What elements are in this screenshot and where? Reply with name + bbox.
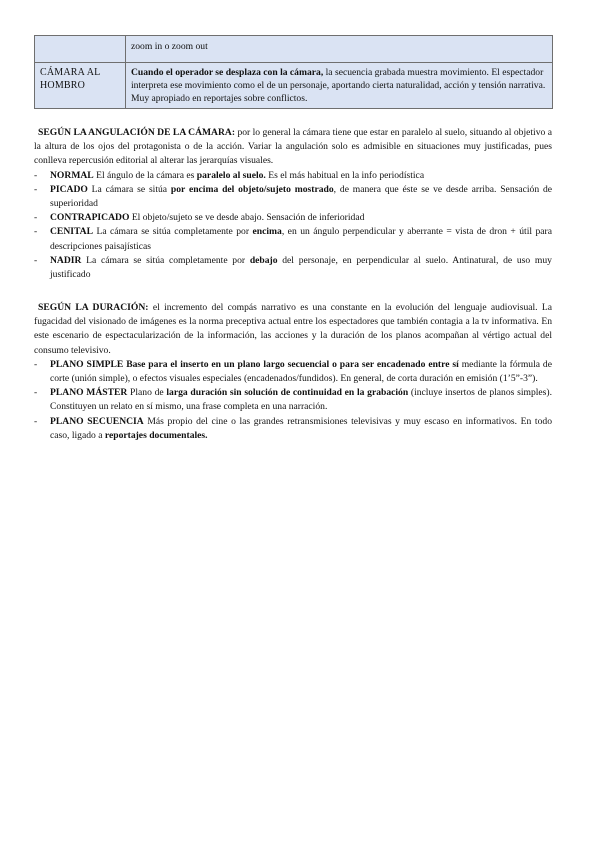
item-emphasis: por encima del objeto/sujeto mostrado (170, 183, 334, 195)
section-angulacion (34, 126, 552, 282)
section-heading: SEGÚN LA DURACIÓN: (38, 302, 149, 313)
desc-bold: Cuando el operador se desplaza con la cámara, (131, 67, 324, 78)
item-text: , en un ángulo perpendicular y aberrante = vista de dron + útil para descripciones paisajísticas (50, 226, 552, 252)
item-text: (incluye insertos de planos simples). Constituyen un relato en sí mismo, una frase completa en una narración. (50, 387, 553, 413)
item-emphasis: larga duración sin solución de continuidad en la grabación (166, 387, 409, 399)
item-text: del personaje, en perpendicular al suelo. Antinatural, de uso muy justificado (50, 254, 552, 281)
list-item-picado (34, 183, 552, 211)
intro-text: el incremento del compás narrativo es una constante en la evolución del lenguaje audiovisual. La fugacidad del visionado de imágenes es la norma preceptiva actual entre los espectadores que también contagia a la tv informativa. En este escenario de espectacularización de la información, las acciones y la duración de los planos acompañan al vértigo actual del consumo televisivo. (34, 302, 553, 356)
desc-text: la secuencia grabada muestra movimiento. El espectador interpreta ese movimiento como el de un personaje, aportando cierta naturalidad, acción y tensión narrativa. Muy apropiado en reportajes sobre conflictos. (131, 67, 546, 104)
item-text: La cámara se sitúa completamente por (93, 226, 253, 238)
item-term: CENITAL (50, 226, 94, 238)
list-item-plano-simple (34, 358, 552, 386)
item-text: Es el más habitual en la info periodística (265, 169, 425, 181)
list-item-contrapicado (34, 211, 552, 225)
section-duracion (34, 301, 552, 443)
item-term: PLANO MÁSTER (50, 387, 128, 399)
item-emphasis: paralelo al suelo. (196, 169, 266, 181)
table-cell-description (126, 63, 553, 109)
item-text: Más propio del cine o las grandes retransmisiones televisivas y muy escaso en informativos. En todo caso, ligado a (50, 415, 552, 441)
list-item-nadir (34, 254, 552, 282)
duration-list (34, 358, 552, 443)
item-emphasis: debajo (249, 254, 278, 266)
item-text: Plano de (127, 387, 167, 399)
item-term: NORMAL (50, 169, 94, 181)
item-term: PICADO (50, 183, 88, 195)
item-term: PLANO SIMPLE (50, 358, 124, 370)
item-emphasis: encima (252, 226, 282, 238)
item-emphasis: reportajes documentales. (104, 429, 208, 441)
list-item-plano-secuencia (34, 415, 552, 443)
shot-types-table (34, 35, 553, 109)
item-text: La cámara se sitúa (87, 183, 171, 195)
list-item-cenital (34, 225, 552, 253)
section-intro (34, 126, 552, 169)
item-text: El objeto/sujeto se ve desde abajo. Sensación de inferioridad (129, 212, 365, 224)
table-cell-zoom: zoom in o zoom out (126, 36, 553, 63)
item-term: CONTRAPICADO (50, 212, 130, 224)
item-text: mediante la fórmula de corte (unión simple), o efectos visuales especiales (encadenados/fundidos). En general, de corta duración en emisión (1’5”-3”). (50, 358, 552, 385)
item-term: NADIR (50, 254, 82, 266)
term-camara-al-hombro: CÁMARA AL HOMBRO (40, 67, 101, 91)
table-row (35, 63, 553, 109)
item-text: El ángulo de la cámara es (93, 169, 197, 181)
section-heading: SEGÚN LA ANGULACIÓN DE LA CÁMARA: (38, 127, 236, 138)
table-row (35, 36, 553, 63)
item-text: La cámara se sitúa completamente por (81, 254, 250, 266)
table-cell-empty (35, 36, 126, 63)
item-text: , de manera que éste se ve desde arriba. Sensación de superioridad (50, 183, 553, 210)
angle-list (34, 169, 552, 283)
intro-text: por lo general la cámara tiene que estar en paralelo al suelo, situando al objetivo a la altura de los ojos del protagonista o de la acción. Variar la angulación solo es admisible en situaciones muy justificadas, pues conlleva repercusión editorial al alterar las jerarquías visuales. (34, 127, 552, 167)
table-cell-term (35, 63, 126, 109)
item-emphasis: Base para el inserto en un plano largo secuencial o para ser encadenado entre sí (123, 358, 459, 370)
list-item-plano-master (34, 386, 552, 414)
item-term: PLANO SECUENCIA (50, 415, 144, 427)
list-item-normal (34, 169, 552, 183)
section-intro (34, 301, 552, 358)
